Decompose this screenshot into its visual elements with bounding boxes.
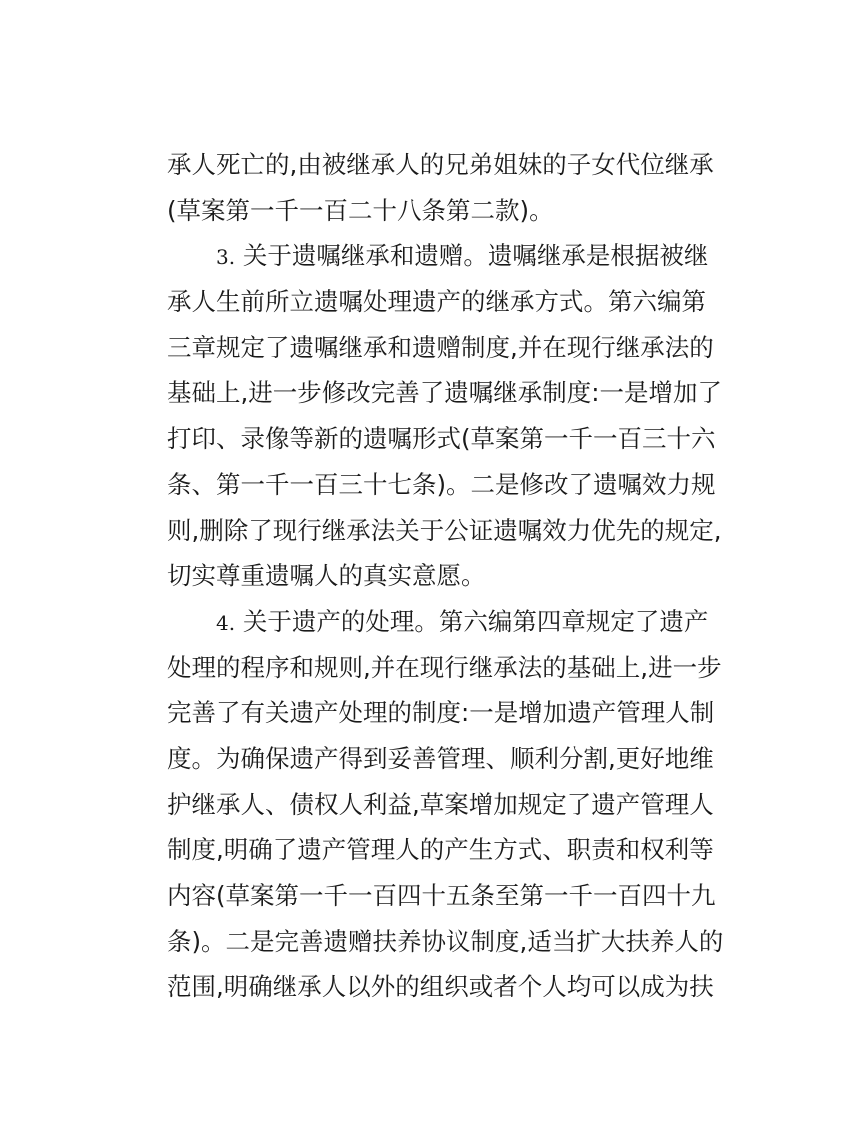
item-number-3: 3. — [216, 245, 236, 270]
text-line-2: (草案第一千一百二十八条第二款)。 — [167, 195, 554, 225]
text-line-19: 范围,明确继承人以外的组织或者个人均可以成为扶 — [167, 972, 714, 1002]
text-line-17: 内容(草案第一千一百四十五条至第一千一百四十九 — [167, 881, 716, 910]
text-line-18: 条)。二是完善遗赠扶养协议制度,适当扩大扶养人的 — [167, 926, 724, 956]
item-number-4: 4. — [216, 610, 236, 635]
text-line-8: 条、第一千一百三十七条)。二是修改了遗嘱效力规 — [167, 469, 716, 499]
paragraph-3-first-line: 3. 关于遗嘱继承和遗赠。遗嘱继承是根据被继 — [216, 241, 709, 271]
text-line-16: 制度,明确了遗产管理人的产生方式、职责和权利等 — [167, 835, 714, 865]
text-line-15: 护继承人、债权人利益,草案增加规定了遗产管理人 — [167, 789, 714, 819]
text-line-4: 承人生前所立遗嘱处理遗产的继承方式。第六编第 — [167, 287, 706, 317]
text-line-9: 则,删除了现行继承法关于公证遗嘱效力优先的规定, — [167, 515, 722, 545]
text-line-1: 承人死亡的,由被继承人的兄弟姐妹的子女代位继承 — [167, 150, 714, 179]
text-line-5: 三章规定了遗嘱继承和遗赠制度,并在现行继承法的 — [167, 332, 714, 362]
text-line-6: 基础上,进一步修改完善了遗嘱继承制度:一是增加了 — [167, 378, 723, 408]
text-line-7: 打印、录像等新的遗嘱形式(草案第一千一百三十六 — [167, 424, 716, 454]
body-text — [167, 142, 727, 1010]
text-line-13: 完善了有关遗产处理的制度:一是增加遗产管理人制 — [167, 698, 715, 728]
text-line-14: 度。为确保遗产得到妥善管理、顺利分割,更好地维 — [167, 743, 714, 773]
text-line-12: 处理的程序和规则,并在现行继承法的基础上,进一步 — [167, 652, 722, 682]
paragraph-4-first-line: 4. 关于遗产的处理。第六编第四章规定了遗产 — [216, 606, 709, 636]
text-line-10: 切实尊重遗嘱人的真实意愿。 — [167, 561, 486, 591]
